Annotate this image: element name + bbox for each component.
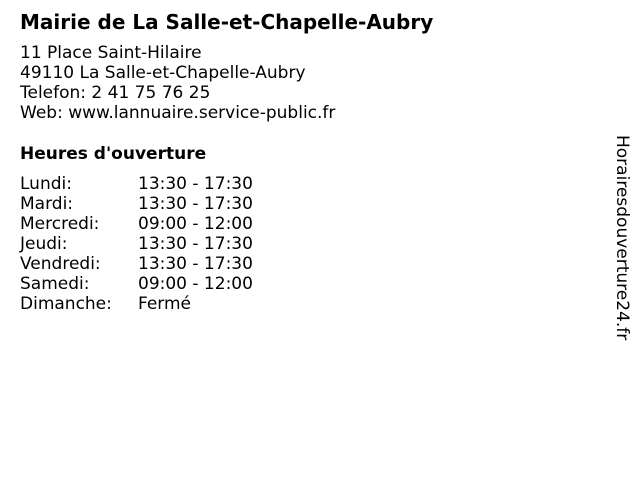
time-value: 13:30 - 17:30: [138, 194, 253, 214]
opening-hours-table: [20, 174, 278, 314]
day-label: Dimanche:: [20, 294, 112, 314]
time-value: 13:30 - 17:30: [138, 254, 253, 274]
hours-row-sunday: [20, 294, 278, 314]
hours-row-thursday: [20, 234, 278, 254]
time-value: 09:00 - 12:00: [138, 214, 253, 234]
opening-hours-heading: Heures d'ouverture: [20, 144, 207, 164]
hours-row-saturday: [20, 274, 278, 294]
page-title: Mairie de La Salle-et-Chapelle-Aubry: [20, 10, 434, 34]
day-label: Lundi:: [20, 174, 72, 194]
day-label: Samedi:: [20, 274, 90, 294]
phone-number: Telefon: 2 41 75 76 25: [20, 83, 211, 103]
hours-row-friday: [20, 254, 278, 274]
hours-row-monday: [20, 174, 278, 194]
day-label: Mardi:: [20, 194, 74, 214]
website-link[interactable]: Web: www.lannuaire.service-public.fr: [20, 103, 336, 123]
street-address: 11 Place Saint-Hilaire: [20, 43, 202, 63]
day-label: Vendredi:: [20, 254, 101, 274]
site-watermark: Horairesdouverture24.fr: [612, 135, 632, 341]
time-value: 09:00 - 12:00: [138, 274, 253, 294]
day-label: Mercredi:: [20, 214, 100, 234]
time-value: Fermé: [138, 294, 192, 314]
address-block: [20, 43, 335, 123]
day-label: Jeudi:: [20, 234, 68, 254]
hours-row-wednesday: [20, 214, 278, 234]
time-value: 13:30 - 17:30: [138, 174, 253, 194]
hours-row-tuesday: [20, 194, 278, 214]
time-value: 13:30 - 17:30: [138, 234, 253, 254]
city-postal: 49110 La Salle-et-Chapelle-Aubry: [20, 63, 306, 83]
